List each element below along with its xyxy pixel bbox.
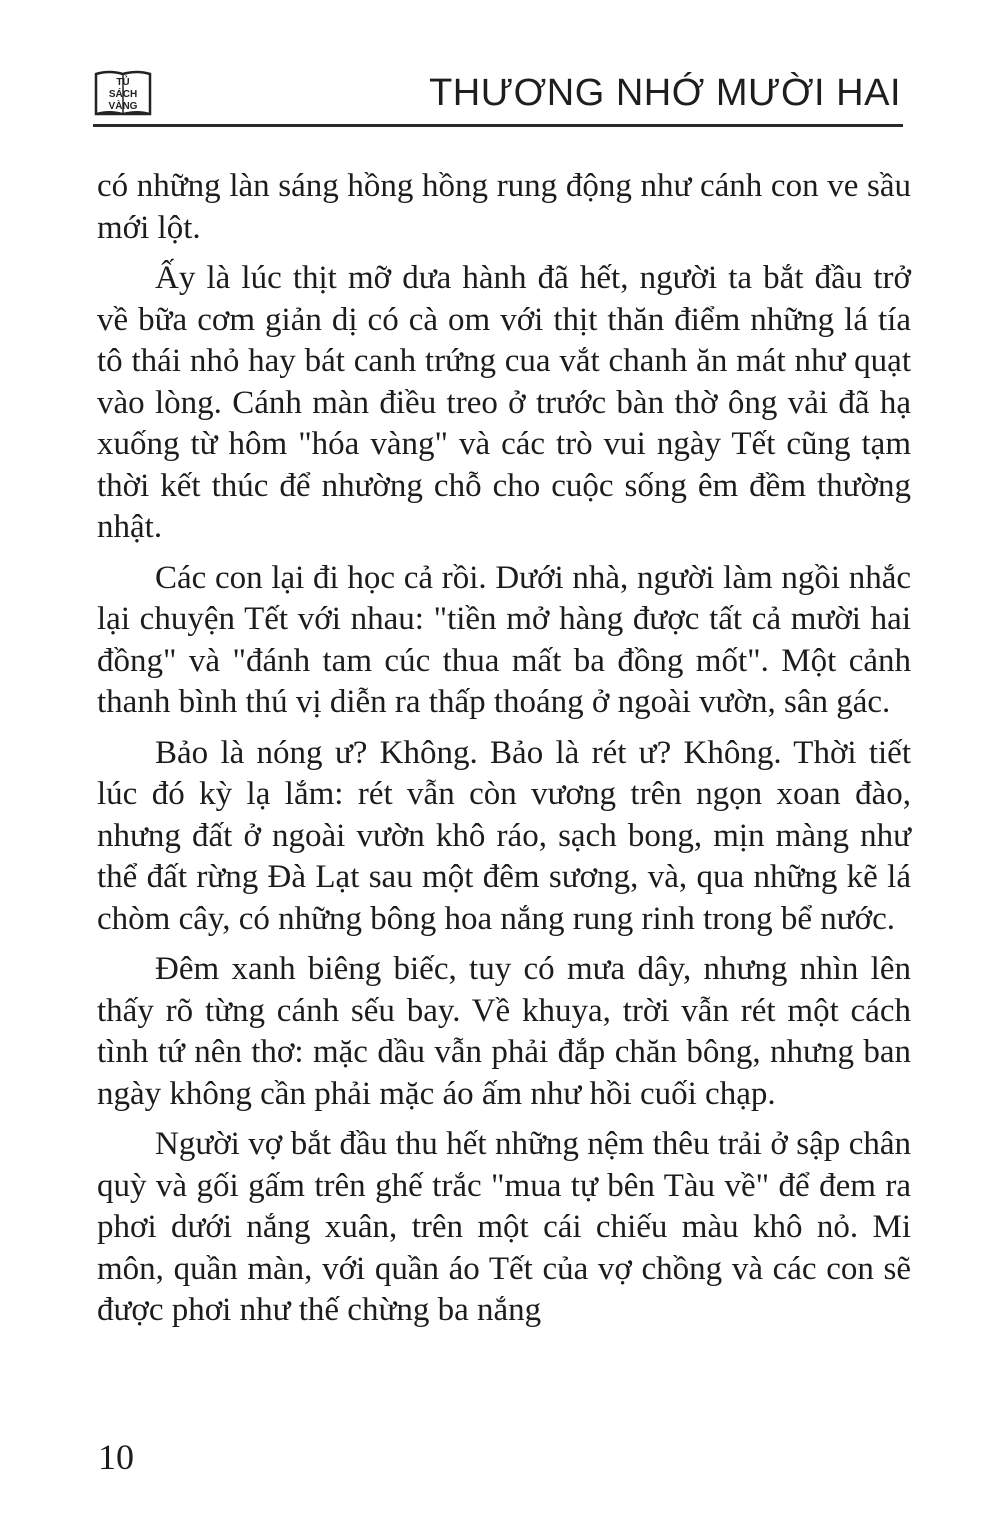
paragraph: Các con lại đi học cả rồi. Dưới nhà, người làm ngồi nhắc lại chuyện Tết với nhau: "tiền mở hàng được tất cả mười hai đồng" và "đánh tam cúc thua mất ba đồng mốt". Một cảnh thanh bình thú vị diễn ra thấp thoáng ở ngoài vườn, sân gác.: [97, 559, 911, 720]
running-title: THƯƠNG NHỚ MƯỜI HAI: [429, 72, 901, 114]
paragraph: Bảo là nóng ư? Không. Bảo là rét ư? Không. Thời tiết lúc đó kỳ lạ lắm: rét vẫn còn vương trên ngọn xoan đào, nhưng đất ở ngoài vườn khô ráo, sạch bong, mịn màng như thể đất rừng Đà Lạt sau một đêm sương, và, qua những kẽ lá chòm cây, có những bông hoa nắng rung rinh trong bể nước.: [97, 734, 911, 937]
page-number: 10: [98, 1437, 134, 1477]
paragraph: Ấy là lúc thịt mỡ dưa hành đã hết, người ta bắt đầu trở về bữa cơm giản dị có cà om với thịt thăn điểm những lá tía tô thái nhỏ hay bát canh trứng cua vắt chanh ăn mát như quạt vào lòng. Cánh màn điều treo ở trước bàn thờ ông vải đã hạ xuống từ hôm "hóa vàng" và các trò vui ngày Tết cũng tạm thời kết thúc để nhường chỗ cho cuộc sống êm đềm thường nhật.: [97, 260, 911, 545]
header-rule: [93, 124, 903, 127]
page-header: [93, 62, 903, 128]
logo-line-1: TỦ: [116, 77, 130, 88]
paragraph: có những làn sáng hồng hồng rung động như cánh con ve sầu mới lột.: [97, 168, 911, 246]
logo-line-2: SÁCH: [108, 89, 138, 100]
paragraph: Người vợ bắt đầu thu hết những nệm thêu trải ở sập chân quỳ và gối gấm trên ghế trắc "mua tự bên Tàu về" để đem ra phơi dưới nắng xuân, trên một cái chiếu màu khô nỏ. Mi môn, quần màn, với quần áo Tết của vợ chồng và các con sẽ được phơi như thế chừng ba nắng: [97, 1126, 911, 1328]
paragraph: Đêm xanh biêng biếc, tuy có mưa dây, nhưng nhìn lên thấy rõ từng cánh sếu bay. Về khuya, trời vẫn rét một cách tình tứ nên thơ: mặc dầu vẫn phải đắp chăn bông, nhưng ban ngày không cần phải mặc áo ấm như hồi cuối chạp.: [97, 951, 911, 1112]
logo-line-3: VÀNG: [108, 101, 138, 112]
book-series-logo-icon: [93, 68, 153, 120]
body-text: [97, 166, 911, 1341]
